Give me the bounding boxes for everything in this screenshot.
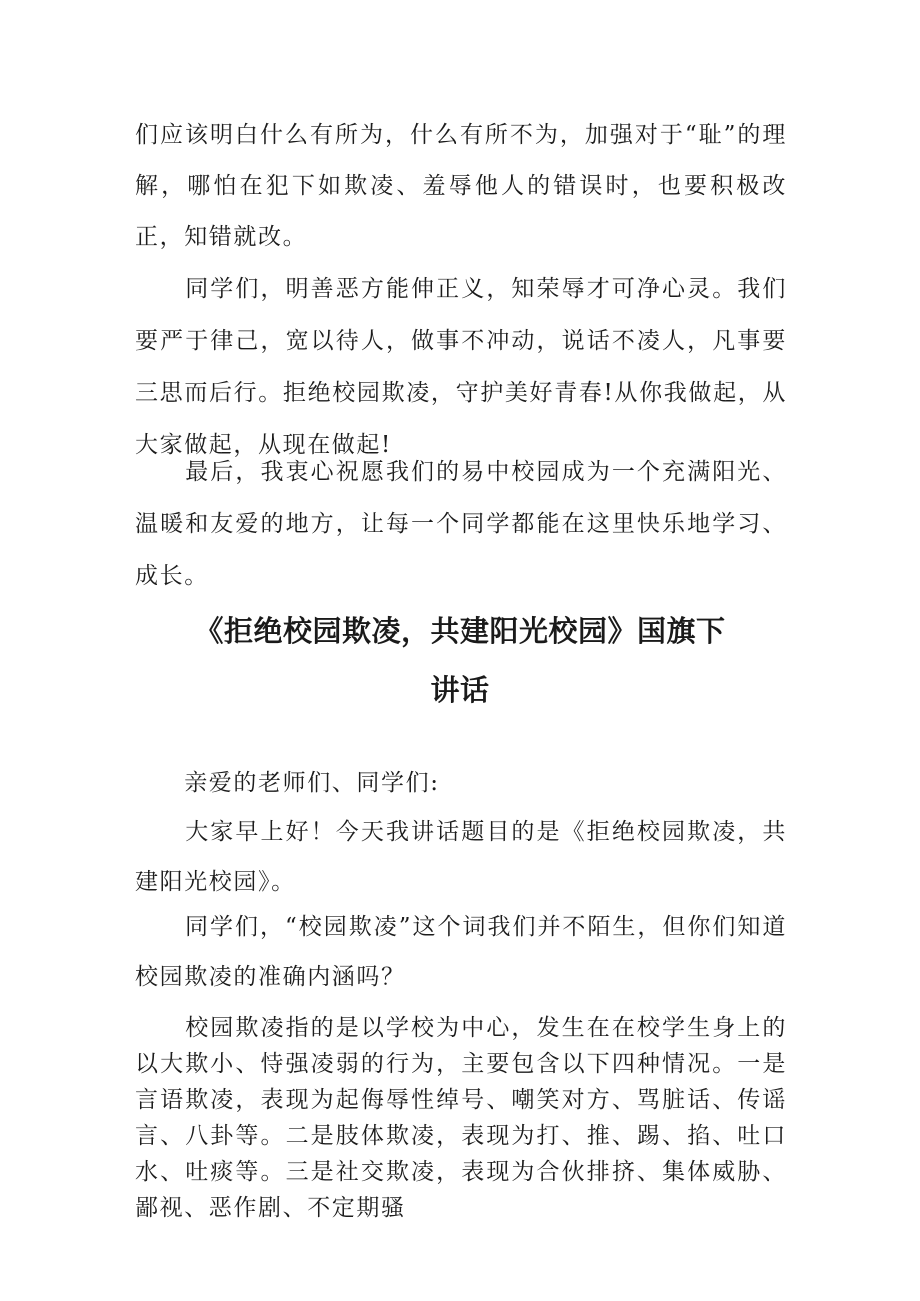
paragraph-definition: 校园欺凌指的是以学校为中心，发生在在校学生身上的以大欺小、恃强凌弱的行为，主要包含以下四种情况。一是言语欺凌，表现为起侮辱性绰号、嘲笑对方、骂脏话、传谣言、八卦等。二是肢体欺凌，表现为打、推、踢、掐、吐口水、吐痰等。三是社交欺凌，表现为合伙排挤、集体威胁、鄙视、恶作剧、不定期骚 <box>135 1015 787 1221</box>
paragraph-final-wish: 最后，我衷心祝愿我们的易中校园成为一个充满阳光、温暖和友爱的地方，让每一个同学都能在这里快乐地学习、成长。 <box>135 459 787 589</box>
speech-title-line-2: 讲话 <box>430 673 490 707</box>
paragraph-greeting: 大家早上好！今天我讲话题目的是《拒绝校园欺凌，共建阳光校园》。 <box>135 819 787 895</box>
paragraph-continuation: 们应该明白什么有所为，什么有所不为，加强对于“耻”的理解，哪怕在犯下如欺凌、羞辱他人的错误时，也要积极改正，知错就改。 <box>135 122 787 250</box>
paragraph-salutation: 亲爱的老师们、同学们: <box>135 770 440 796</box>
speech-title-line-1: 《拒绝校园欺凌，共建阳光校园》国旗下 <box>194 614 726 648</box>
paragraph-closing-appeal: 同学们，明善恶方能伸正义，知荣辱才可净心灵。我们要严于律己，宽以待人，做事不冲动，说话不凌人，凡事要三思而后行。拒绝校园欺凌，守护美好青春!从你我做起，从大家做起，从现在做起! <box>135 276 787 458</box>
paragraph-question: 同学们，“校园欺凌”这个词我们并不陌生，但你们知道校园欺凌的准确内涵吗？ <box>135 914 787 990</box>
